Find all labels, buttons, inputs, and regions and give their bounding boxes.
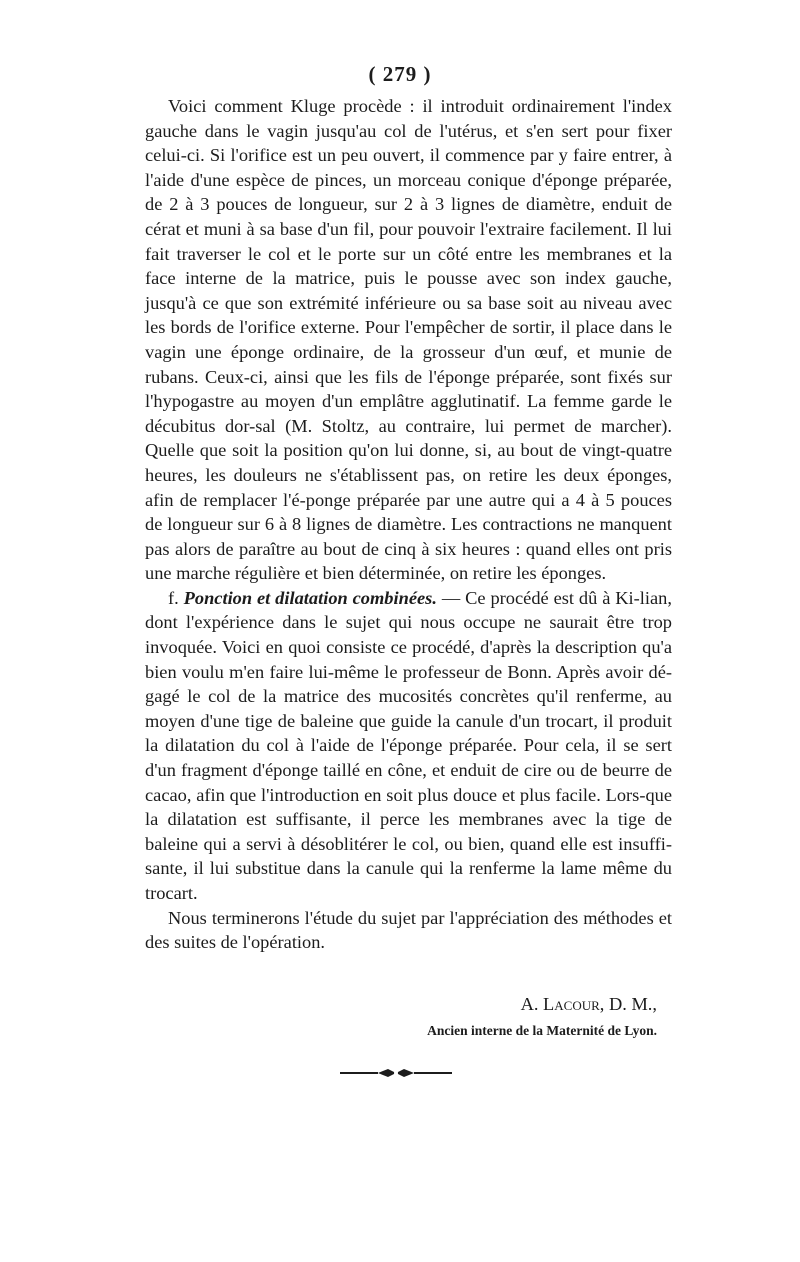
- closing-paragraph: Nous terminerons l'étude du sujet par l'appréciation des méthodes et des suites de l'opération.: [145, 907, 672, 953]
- body-text: [145, 94, 672, 955]
- section-f-paragraph: [145, 586, 672, 906]
- section-title: Ponction et dilatation combinées.: [183, 587, 437, 608]
- end-ornament: [340, 1066, 452, 1080]
- section-body: — Ce procédé est dû à Ki-lian, dont l'expérience dans le sujet qui nous occupe ne saurait être trop invoquée. Voici en quoi consiste ce procédé, d'après la description qu'a bien voulu m'en faire lui-même le professeur de Bonn. Après avoir dé-gagé le col de la matrice des mucosités concrètes qu'il renferme, au moyen d'une tige de baleine que guide la canule d'un trocart, il produit la dilatation du col à l'aide de l'éponge préparée. Pour cela, il se sert d'un fragment d'éponge taillé en cône, et enduit de cire ou de beurre de cacao, afin que l'introduction en soit plus douce et plus facile. Lors-que la dilatation est suffisante, il perce les membranes avec la tige de baleine qui a servi à désoblitérer le col, ou bien, quand elle est insuffi-sante, il lui substitue dans la canule qui la renferme la lame même du trocart.: [145, 587, 672, 903]
- author-affiliation: Ancien interne de la Maternité de Lyon.: [427, 1023, 657, 1038]
- author-signature: A. Lacour, D. M.,: [520, 994, 657, 1014]
- page-number: ( 279 ): [368, 62, 432, 86]
- paragraph-kluge-procedure: Voici comment Kluge procède : il introduit ordinairement l'index gauche dans le vagin jusqu'au col de l'utérus, et s'en sert pour fixer celui-ci. Si l'orifice est un peu ouvert, il commence par y faire entrer, à l'aide d'une espèce de pinces, un morceau conique d'éponge préparée, de 2 à 3 pouces de longueur, sur 2 à 3 lignes de diamètre, enduit de cérat et muni à sa base d'un fil, pour pouvoir l'extraire facilement. Il lui fait traverser le col et le porte sur un côté entre les membranes et la face interne de la matrice, puis le pousse avec son index gauche, jusqu'à ce que son extrémité inférieure ou sa base soit au niveau avec les bords de l'orifice externe. Pour l'empêcher de sortir, il place dans le vagin une éponge ordinaire, de la grosseur d'un œuf, et munie de rubans. Ceux-ci, ainsi que les fils de l'éponge préparée, sont fixés sur l'hypogastre au moyen d'un emplâtre agglutinatif. La femme garde le décubitus dor-sal (M. Stoltz, au contraire, lui permet de marcher). Quelle que soit la position qu'on lui donne, si, au bout de vingt-quatre heures, les douleurs ne s'établissent pas, on retire les deux éponges, afin de remplacer l'é-ponge préparée par une autre qui a 4 à 5 pouces de longueur sur 6 à 8 lignes de diamètre. Les contractions ne manquent pas alors de paraître au bout de cinq à six heures : quand elles ont pris une marche régulière et bien déterminée, on retire les éponges.: [145, 96, 672, 584]
- section-prefix: f.: [168, 587, 179, 608]
